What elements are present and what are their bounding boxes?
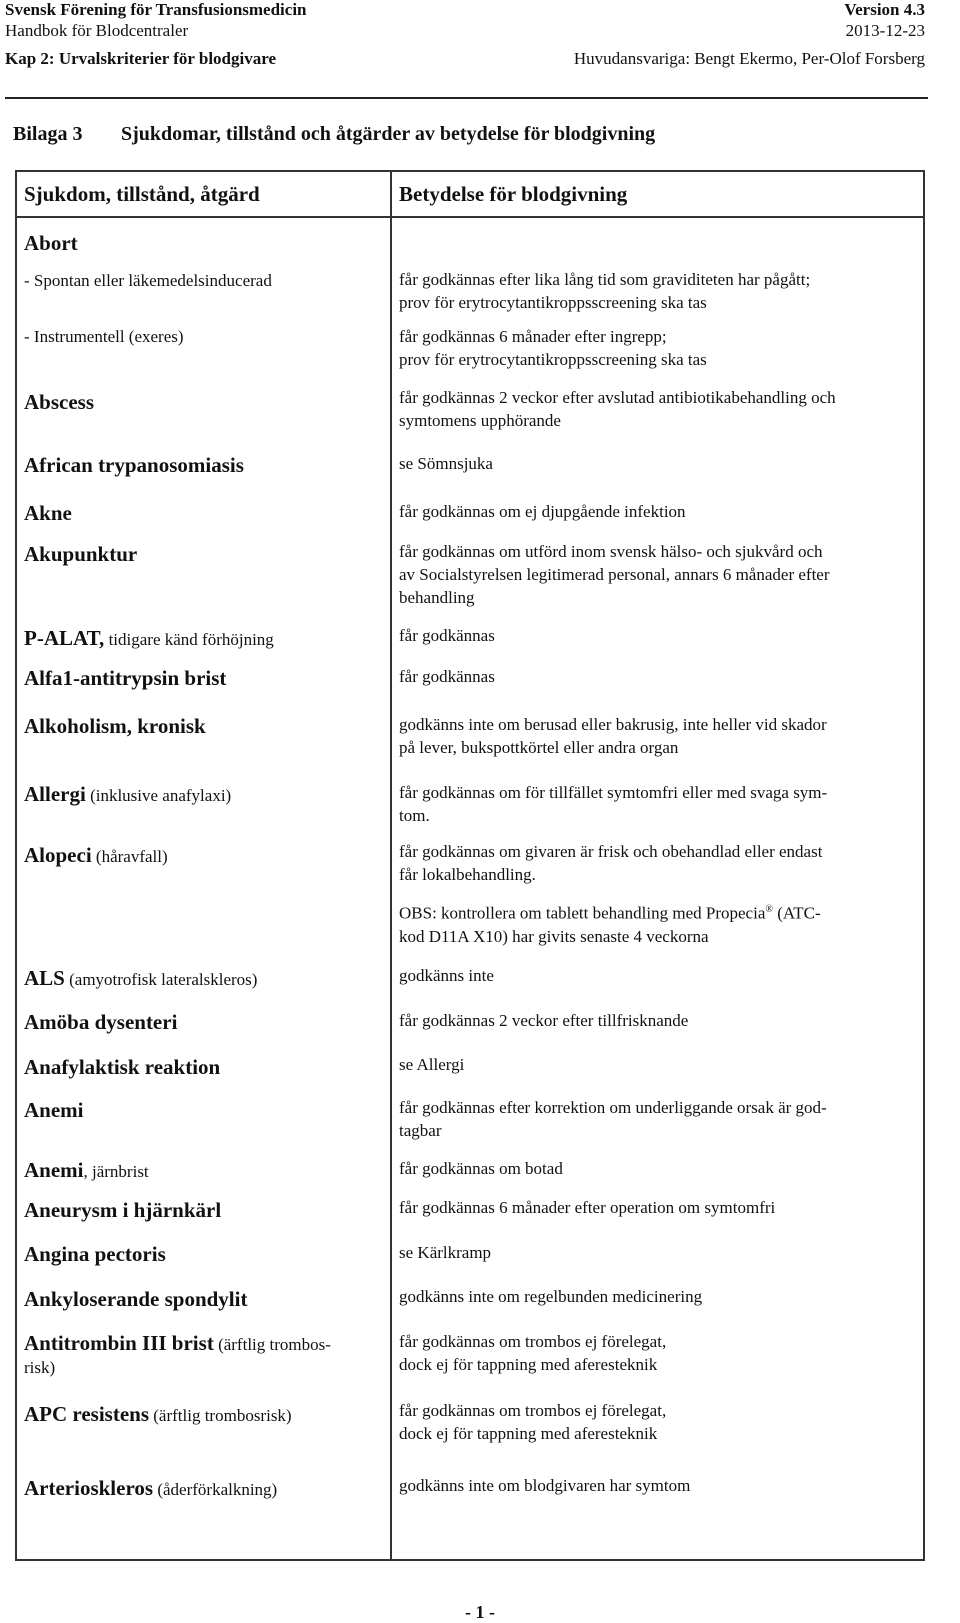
row-abort-instrumentell: - Instrumentell (exeres): [24, 327, 184, 346]
row-african: African trypanosomiasis: [24, 453, 244, 477]
handbook-name: Handbok för Blodcentraler: [5, 21, 189, 40]
desc-african: se Sömnsjuka: [399, 454, 493, 473]
appendix-label: Bilaga 3: [13, 123, 83, 145]
desc-ankylo: godkänns inte om regelbunden medicinering: [399, 1287, 703, 1306]
row-als: ALS (amyotrofisk lateralskleros): [24, 966, 258, 990]
chapter: Kap 2: Urvalskriterier för blodgivare: [5, 49, 277, 68]
desc-antitrombin: får godkännas om trombos ej förelegat, dock ej för tappning med aferesteknik: [399, 1332, 667, 1374]
desc-alopeci: får godkännas om givaren är frisk och obehandlad eller endast får lokalbehandling.: [399, 842, 823, 884]
row-abscess: Abscess: [24, 390, 95, 414]
col1-header: Sjukdom, tillstånd, åtgärd: [16, 171, 391, 217]
page-title: [13, 123, 655, 146]
desc-abort-spontan: får godkännas efter lika lång tid som graviditeten har pågått; prov för erytrocytantikroppsscreening ska tas: [399, 270, 811, 312]
row-angina: Angina pectoris: [24, 1242, 166, 1266]
page-number: - 1 -: [465, 1602, 495, 1622]
desc-apc: får godkännas om trombos ej förelegat, dock ej för tappning med aferesteknik: [399, 1401, 667, 1443]
desc-alkoholism: godkänns inte om berusad eller bakrusig, inte heller vid skador på lever, bukspottkörtel eller andra organ: [399, 715, 827, 757]
desc-allergi: får godkännas om för tillfället symtomfri eller med svaga sym- tom.: [399, 783, 828, 825]
row-ankylo: Ankyloserande spondylit: [24, 1287, 248, 1311]
desc-alopeci-obs: OBS: kontrollera om tablett behandling med Propecia® (ATC- kod D11A X10) har givits senaste 4 veckorna: [399, 903, 821, 946]
row-alfa1: Alfa1-antitrypsin brist: [24, 666, 227, 690]
desc-akupunktur: får godkännas om utförd inom svensk hälso- och sjukvård och av Socialstyrelsen legitimerad personal, annars 6 månader efter behandling: [399, 542, 830, 607]
org-name: Svensk Förening för Transfusionsmedicin: [5, 0, 307, 19]
doc-date: 2013-12-23: [845, 21, 925, 40]
table-body-row: [16, 217, 924, 1560]
row-amoba: Amöba dysenteri: [24, 1010, 178, 1034]
row-arterio: Arterioskleros (åderförkalkning): [24, 1476, 278, 1500]
header-rule: [5, 97, 928, 99]
row-anemi-jarnbrist: Anemi, järnbrist: [24, 1158, 149, 1182]
header-line-1: [5, 0, 925, 20]
desc-abscess: får godkännas 2 veckor efter avslutad antibiotikabehandling och symtomens upphörande: [399, 388, 836, 430]
desc-angina: se Kärlkramp: [399, 1243, 492, 1262]
header-line-3: [5, 49, 925, 69]
row-antitrombin: Antitrombin III brist (ärftlig trombos- risk): [24, 1331, 331, 1377]
row-anemi: Anemi: [24, 1098, 84, 1122]
row-palat: P-ALAT, tidigare känd förhöjning: [24, 626, 274, 650]
desc-akne: får godkännas om ej djupgående infektion: [399, 502, 686, 521]
conditions-table: [15, 170, 925, 1561]
desc-arterio: godkänns inte om blodgivaren har symtom: [399, 1476, 691, 1495]
desc-palat: får godkännas: [399, 626, 495, 645]
desc-amoba: får godkännas 2 veckor efter tillfrisknande: [399, 1011, 689, 1030]
col2-header: Betydelse för blodgivning: [391, 171, 924, 217]
desc-als: godkänns inte: [399, 966, 494, 985]
row-abort-spontan: - Spontan eller läkemedelsinducerad: [24, 271, 272, 290]
row-aneurysm: Aneurysm i hjärnkärl: [24, 1198, 222, 1222]
row-abort: Abort: [24, 231, 78, 255]
row-anafylaktisk: Anafylaktisk reaktion: [24, 1055, 221, 1079]
row-alopeci: Alopeci (håravfall): [24, 843, 168, 867]
header-line-2: [5, 21, 925, 41]
desc-anafylaktisk: se Allergi: [399, 1055, 465, 1074]
version: Version 4.3: [844, 0, 925, 19]
desc-alfa1: får godkännas: [399, 667, 495, 686]
row-akne: Akne: [24, 501, 72, 525]
desc-anemi: får godkännas efter korrektion om underliggande orsak är god- tagbar: [399, 1098, 827, 1140]
row-alkoholism: Alkoholism, kronisk: [24, 714, 206, 738]
row-akupunktur: Akupunktur: [24, 542, 138, 566]
appendix-title: Sjukdomar, tillstånd och åtgärder av betydelse för blodgivning: [121, 123, 656, 145]
row-allergi: Allergi (inklusive anafylaxi): [24, 782, 232, 806]
table-header-row: [16, 171, 924, 217]
col2-cell: [391, 217, 924, 1560]
responsible: Huvudansvariga: Bengt Ekermo, Per-Olof Forsberg: [573, 49, 925, 68]
desc-aneurysm: får godkännas 6 månader efter operation om symtomfri: [399, 1198, 776, 1217]
desc-anemi-jarnbrist: får godkännas om botad: [399, 1159, 563, 1178]
desc-abort-instrumentell: får godkännas 6 månader efter ingrepp; prov för erytrocytantikroppsscreening ska tas: [399, 327, 707, 369]
col1-cell: [16, 217, 391, 1560]
row-apc: APC resistens (ärftlig trombosrisk): [24, 1402, 292, 1426]
